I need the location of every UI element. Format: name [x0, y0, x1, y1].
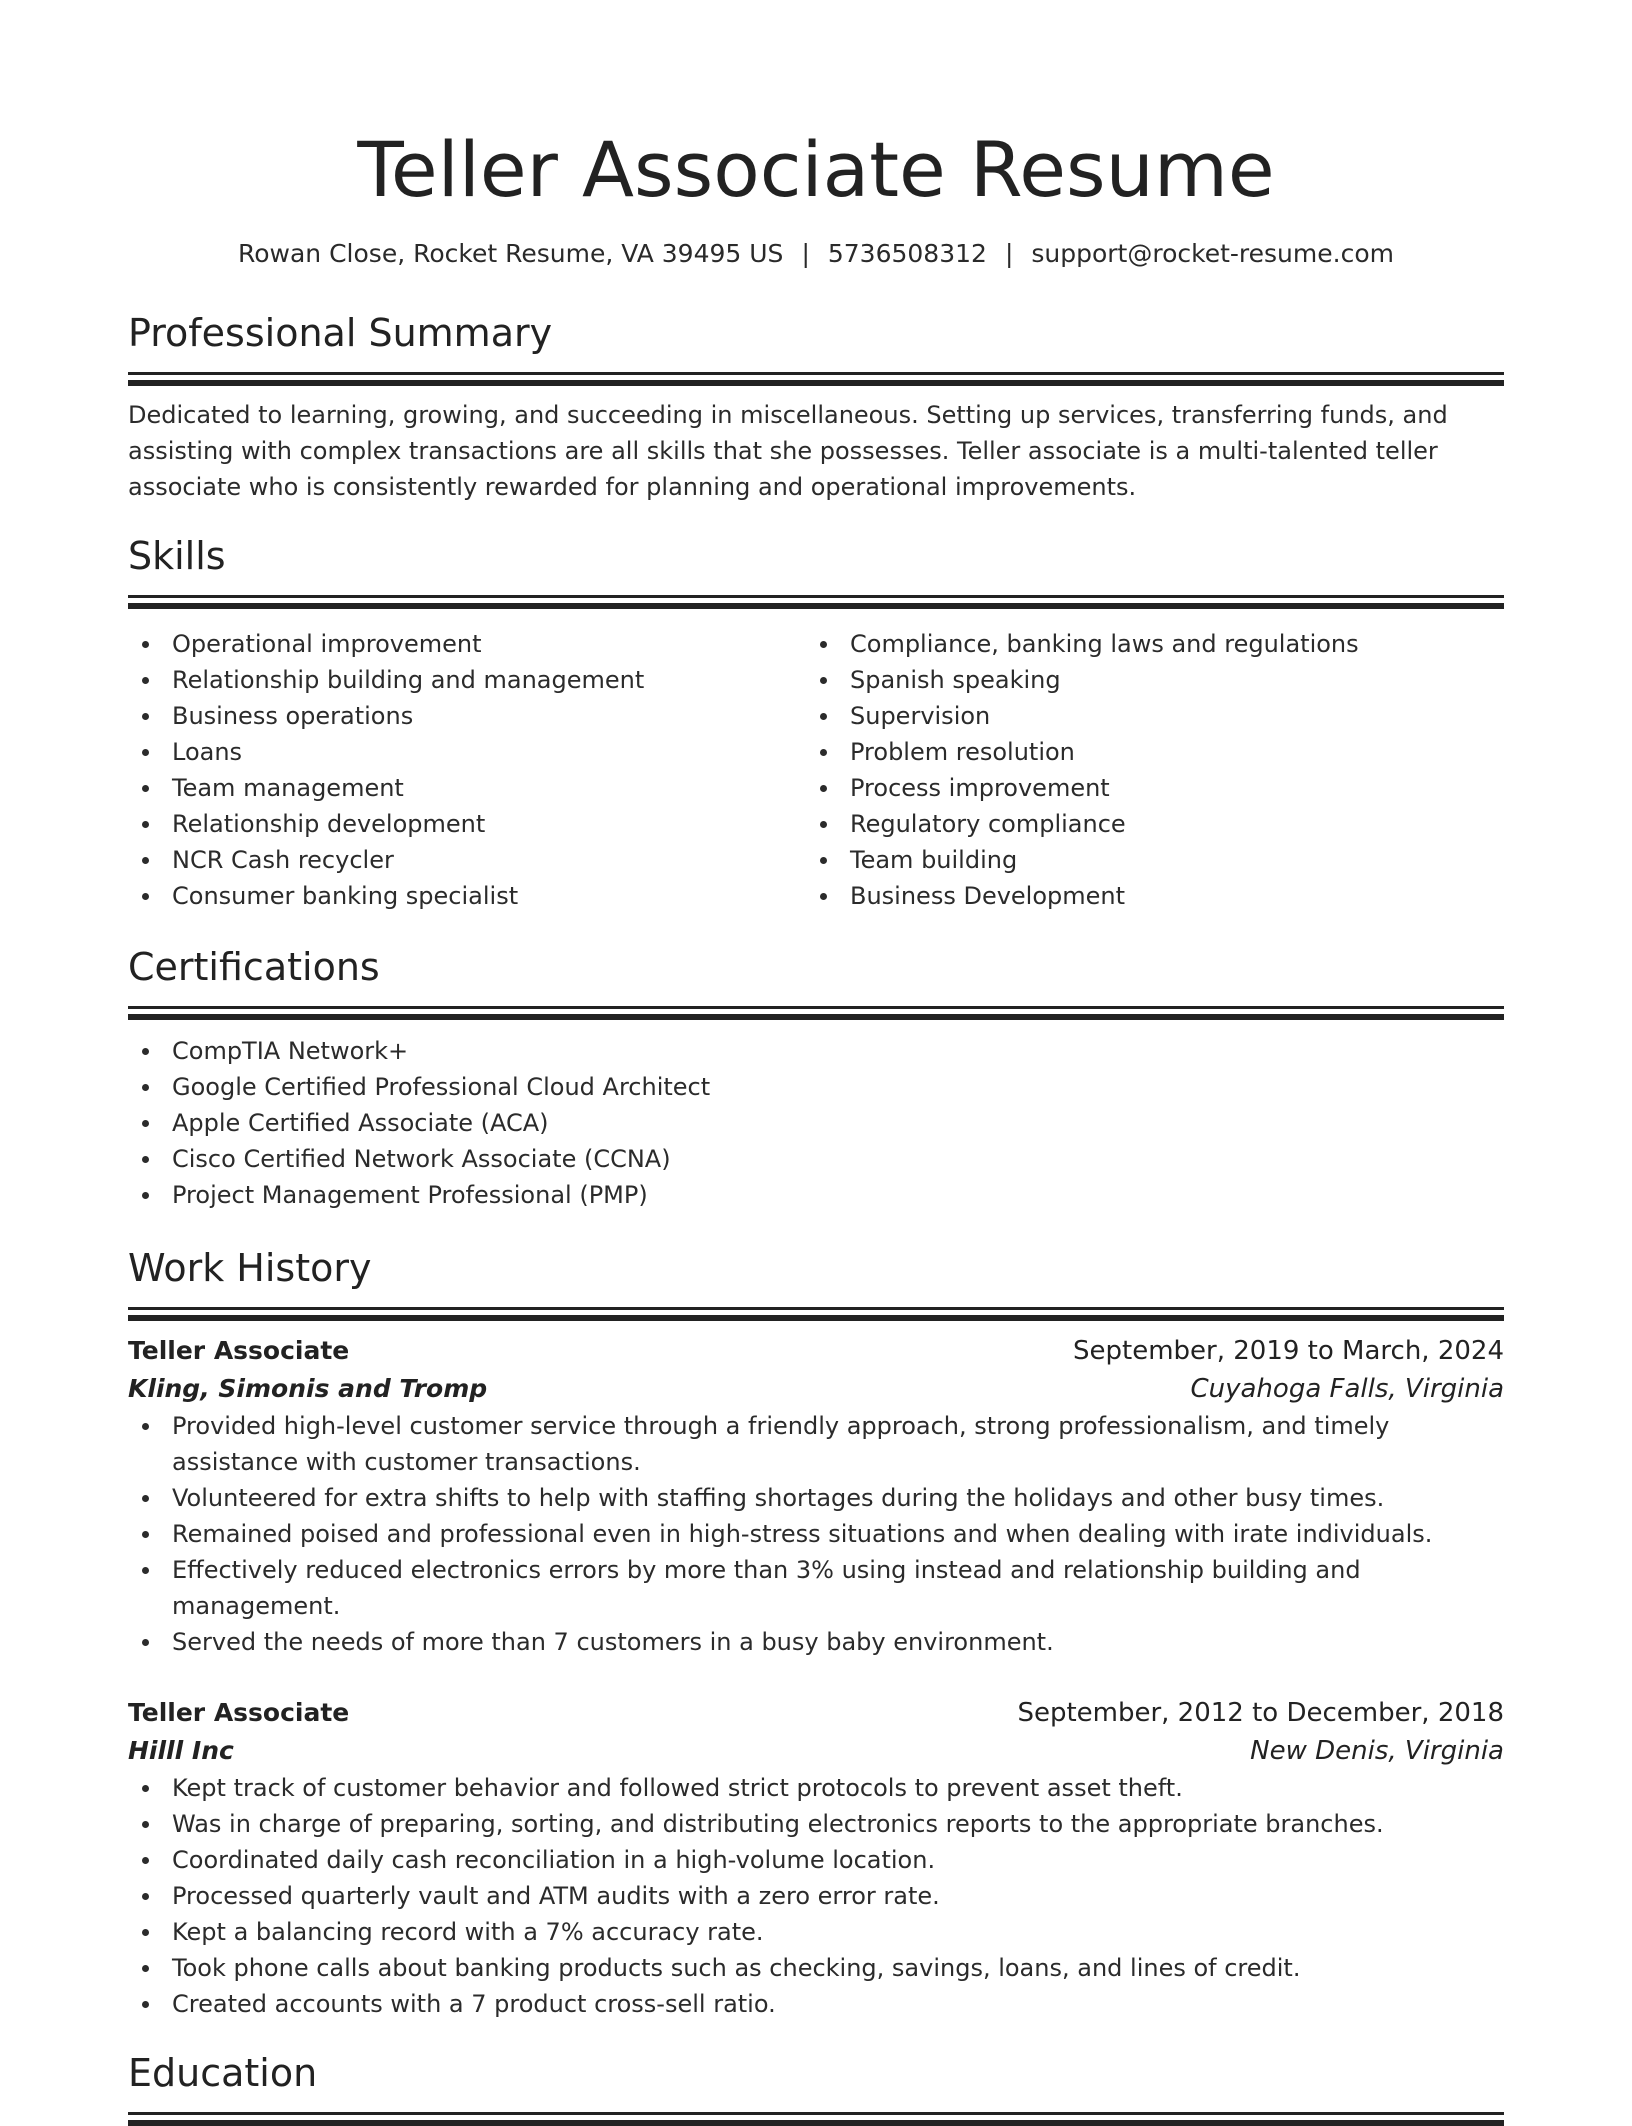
skill-item: Consumer banking specialist: [128, 878, 806, 914]
summary-heading: Professional Summary: [128, 311, 553, 355]
certification-item: CompTIA Network+: [128, 1033, 1504, 1069]
job-bullet: Remained poised and professional even in high-stress situations and when dealing with irate individuals.: [128, 1516, 1504, 1552]
job-bullet: Took phone calls about banking products such as checking, savings, loans, and lines of credit.: [128, 1950, 1504, 1986]
job-header-row: [128, 1694, 1504, 1732]
skills-list-right: [806, 626, 1484, 914]
skill-item: Loans: [128, 734, 806, 770]
job-subheader-row: [128, 1732, 1504, 1770]
summary-section: [128, 308, 1504, 505]
section-divider: [128, 2112, 1504, 2115]
work-history-heading: Work History: [128, 1246, 372, 1290]
job-bullets: [128, 1770, 1504, 2022]
education-section: [128, 2048, 1504, 2115]
job-bullet: Kept track of customer behavior and followed strict protocols to prevent asset theft.: [128, 1770, 1504, 1806]
contact-line: [128, 236, 1504, 272]
certification-item: Google Certified Professional Cloud Architect: [128, 1069, 1504, 1105]
job-bullet: Kept a balancing record with a 7% accuracy rate.: [128, 1914, 1504, 1950]
skill-item: Process improvement: [806, 770, 1484, 806]
job-bullets: [128, 1408, 1504, 1660]
skill-item: Problem resolution: [806, 734, 1484, 770]
skill-item: Spanish speaking: [806, 662, 1484, 698]
certifications-list: [128, 1033, 1504, 1213]
job-bullet: Processed quarterly vault and ATM audits with a zero error rate.: [128, 1878, 1504, 1914]
skill-item: Business Development: [806, 878, 1484, 914]
job-dates: September, 2019 to March, 2024: [1073, 1336, 1504, 1366]
job-header-row: [128, 1332, 1504, 1370]
skill-item: Regulatory compliance: [806, 806, 1484, 842]
summary-text: Dedicated to learning, growing, and succeeding in miscellaneous. Setting up services, transferring funds, and assisting with complex transactions are all skills that she possesses. Teller associate is a multi-talented teller associate who is consistently rewarded for planning and operational improvements.: [128, 401, 1448, 501]
job-entry: [128, 1694, 1504, 2022]
section-divider: [128, 595, 1504, 598]
job-company: Hilll Inc: [128, 1736, 234, 1765]
job-subheader-row: [128, 1370, 1504, 1408]
skill-item: Compliance, banking laws and regulations: [806, 626, 1484, 662]
job-dates: September, 2012 to December, 2018: [1017, 1698, 1504, 1728]
contact-phone: 5736508312: [827, 239, 987, 268]
job-bullet: Provided high-level customer service through a friendly approach, strong professionalism, and timely assistance with customer transactions.: [128, 1408, 1504, 1480]
education-heading: Education: [128, 2051, 318, 2095]
job-bullet: Served the needs of more than 7 customers in a busy baby environment.: [128, 1624, 1504, 1660]
skill-item: Business operations: [128, 698, 806, 734]
job-location: Cuyahoga Falls, Virginia: [1190, 1374, 1504, 1404]
job-bullet: Volunteered for extra shifts to help with staffing shortages during the holidays and other busy times.: [128, 1480, 1504, 1516]
skills-section: [128, 531, 1504, 914]
job-bullet: Was in charge of preparing, sorting, and distributing electronics reports to the appropriate branches.: [128, 1806, 1504, 1842]
skill-item: Relationship development: [128, 806, 806, 842]
section-divider: [128, 1006, 1504, 1009]
certifications-heading: Certifications: [128, 945, 380, 989]
job-title: Teller Associate: [128, 1698, 350, 1727]
section-divider: [128, 372, 1504, 375]
job-entry: [128, 1332, 1504, 1660]
skill-item: Operational improvement: [128, 626, 806, 662]
skill-item: Supervision: [806, 698, 1484, 734]
job-bullet: Coordinated daily cash reconciliation in a high-volume location.: [128, 1842, 1504, 1878]
job-bullet: Created accounts with a 7 product cross-sell ratio.: [128, 1986, 1504, 2022]
job-bullet: Effectively reduced electronics errors by more than 3% using instead and relationship building and management.: [128, 1552, 1504, 1624]
skills-heading: Skills: [128, 534, 226, 578]
contact-separator: |: [1004, 239, 1014, 268]
skill-item: Team management: [128, 770, 806, 806]
section-divider: [128, 1307, 1504, 1310]
job-location: New Denis, Virginia: [1250, 1736, 1504, 1766]
contact-email[interactable]: support@rocket-resume.com: [1031, 239, 1394, 268]
resume-page: [128, 0, 1504, 2115]
resume-title: Teller Associate Resume: [357, 125, 1275, 214]
contact-separator: |: [801, 239, 810, 268]
job-company: Kling, Simonis and Tromp: [128, 1374, 488, 1403]
certifications-section: [128, 942, 1504, 1213]
contact-address: Rowan Close, Rocket Resume, VA 39495 US: [238, 239, 784, 268]
certification-item: Cisco Certified Network Associate (CCNA): [128, 1141, 1504, 1177]
skill-item: Relationship building and management: [128, 662, 806, 698]
skills-list-left: [128, 626, 806, 914]
skills-grid: [128, 626, 1504, 914]
work-history-section: [128, 1243, 1504, 2022]
job-title: Teller Associate: [128, 1336, 350, 1365]
skill-item: NCR Cash recycler: [128, 842, 806, 878]
certification-item: Project Management Professional (PMP): [128, 1177, 1504, 1213]
certification-item: Apple Certified Associate (ACA): [128, 1105, 1504, 1141]
skill-item: Team building: [806, 842, 1484, 878]
